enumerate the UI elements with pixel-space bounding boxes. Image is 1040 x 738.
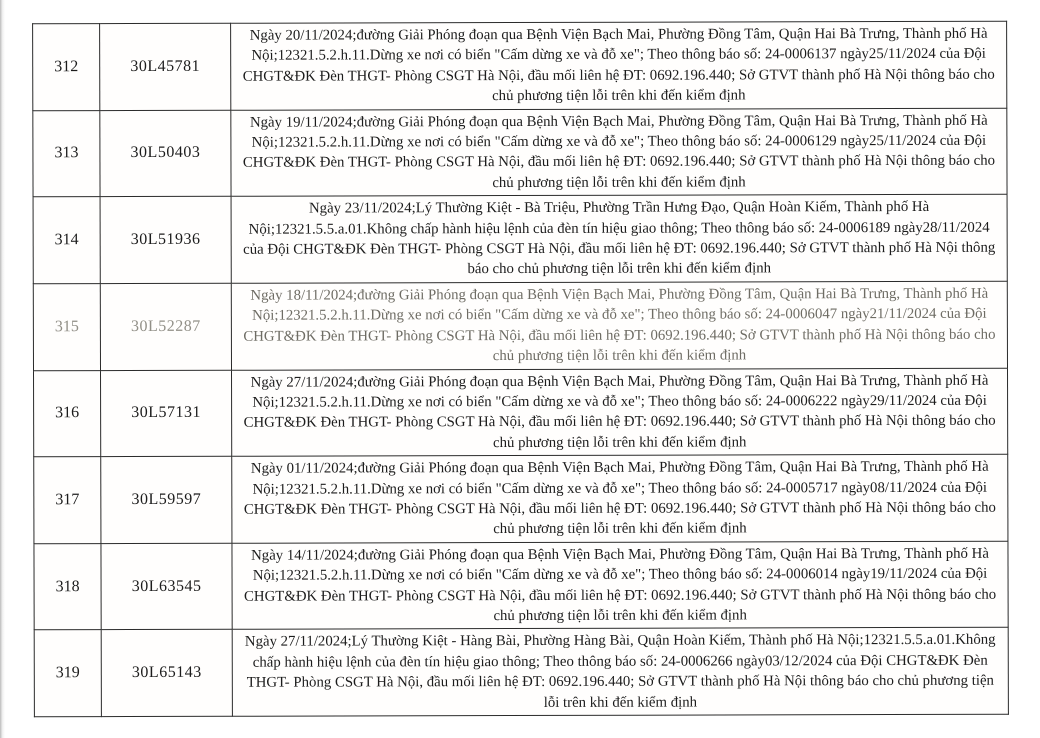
row-number-cell: 312 (33, 24, 100, 111)
violations-table (32, 21, 1009, 718)
table-row (33, 21, 1007, 110)
row-number-cell: 316 (34, 370, 101, 457)
violation-description-cell: Ngày 23/11/2024;Lý Thường Kiệt - Bà Triệu, Phường Trần Hưng Đạo, Quận Hoàn Kiếm, Thành phố Hà Nội;12321.5.5.a.01.Không chấp hành hiệu lệnh của đèn tín hiệu giao thông; Theo thông báo số: 24-0006189 ngày28/11/2024 của Đội CHGT&ĐK Đèn THGT- Phòng CSGT Hà Nội, đầu mối liên hệ ĐT: 0692.196.440; Sở GTVT thành phố Hà Nội thông báo cho chủ phương tiện lỗi trên khi đến kiểm định (231, 194, 1007, 283)
row-number-cell: 315 (33, 283, 100, 370)
scanned-document-page (32, 21, 1009, 718)
license-plate-cell: 30L52287 (100, 283, 231, 370)
license-plate-cell: 30L50403 (100, 110, 231, 197)
violation-description-cell: Ngày 01/11/2024;đường Giải Phóng đoạn qua Bệnh Viện Bạch Mai, Phường Đồng Tâm, Quận Hai Bà Trưng, Thành phố Hà Nội;12321.5.2.h.11.Dừng xe nơi có biển "Cấm dừng xe và đỗ xe"; Theo thông báo số: 24-0005717 ngày08/11/2024 của Đội CHGT&ĐK Đèn THGT- Phòng CSGT Hà Nội, đầu mối liên hệ ĐT: 0692.196.440; Sở GTVT thành phố Hà Nội thông báo cho chủ phương tiện lỗi trên khi đến kiểm định (232, 454, 1008, 543)
row-number-cell: 318 (34, 543, 101, 630)
row-number-cell: 313 (33, 110, 100, 197)
table-row (34, 628, 1008, 717)
license-plate-cell: 30L63545 (101, 543, 232, 630)
license-plate-cell: 30L51936 (100, 197, 231, 284)
table-row (34, 454, 1008, 543)
row-number-cell: 317 (34, 457, 101, 544)
scan-page-edge-shadow (0, 0, 5, 738)
row-number-cell: 319 (34, 630, 101, 717)
table-row (33, 108, 1007, 197)
row-number-cell: 314 (33, 197, 100, 284)
license-plate-cell: 30L65143 (101, 630, 232, 717)
table-row (34, 368, 1008, 457)
table-row (33, 281, 1007, 370)
license-plate-cell: 30L59597 (101, 456, 232, 543)
violation-description-cell: Ngày 27/11/2024;đường Giải Phóng đoạn qua Bệnh Viện Bạch Mai, Phường Đồng Tâm, Quận Hai Bà Trưng, Thành phố Hà Nội;12321.5.2.h.11.Dừng xe nơi có biển "Cấm dừng xe và đỗ xe"; Theo thông báo số: 24-0006222 ngày29/11/2024 của Đội CHGT&ĐK Đèn THGT- Phòng CSGT Hà Nội, đầu mối liên hệ ĐT: 0692.196.440; Sở GTVT thành phố Hà Nội thông báo cho chủ phương tiện lỗi trên khi đến kiểm định (232, 368, 1008, 457)
license-plate-cell: 30L45781 (100, 23, 231, 110)
table-row (34, 541, 1008, 630)
violation-description-cell: Ngày 18/11/2024;đường Giải Phóng đoạn qua Bệnh Viện Bạch Mai, Phường Đồng Tâm, Quận Hai Bà Trưng, Thành phố Hà Nội;12321.5.2.h.11.Dừng xe nơi có biển "Cấm dừng xe và đỗ xe"; Theo thông báo số: 24-0006047 ngày21/11/2024 của Đội CHGT&ĐK Đèn THGT- Phòng CSGT Hà Nội, đầu mối liên hệ ĐT: 0692.196.440; Sở GTVT thành phố Hà Nội thông báo cho chủ phương tiện lỗi trên khi đến kiểm định (231, 281, 1007, 370)
table-row (33, 194, 1007, 283)
violation-description-cell: Ngày 20/11/2024;đường Giải Phóng đoạn qua Bệnh Viện Bạch Mai, Phường Đồng Tâm, Quận Hai Bà Trưng, Thành phố Hà Nội;12321.5.2.h.11.Dừng xe nơi có biển "Cấm dừng xe và đỗ xe"; Theo thông báo số: 24-0006137 ngày25/11/2024 của Đội CHGT&ĐK Đèn THGT- Phòng CSGT Hà Nội, đầu mối liên hệ ĐT: 0692.196.440; Sở GTVT thành phố Hà Nội thông báo cho chủ phương tiện lỗi trên khi đến kiểm định (231, 21, 1007, 110)
violation-description-cell: Ngày 14/11/2024;đường Giải Phóng đoạn qua Bệnh Viện Bạch Mai, Phường Đồng Tâm, Quận Hai Bà Trưng, Thành phố Hà Nội;12321.5.2.h.11.Dừng xe nơi có biển "Cấm dừng xe và đỗ xe"; Theo thông báo số: 24-0006014 ngày19/11/2024 của Đội CHGT&ĐK Đèn THGT- Phòng CSGT Hà Nội, đầu mối liên hệ ĐT: 0692.196.440; Sở GTVT thành phố Hà Nội thông báo cho chủ phương tiện lỗi trên khi đến kiểm định (232, 541, 1008, 630)
violation-description-cell: Ngày 27/11/2024;Lý Thường Kiệt - Hàng Bài, Phường Hàng Bài, Quận Hoàn Kiếm, Thành phố Hà Nội;12321.5.5.a.01.Không chấp hành hiệu lệnh của đèn tín hiệu giao thông; Theo thông báo số: 24-0006266 ngày03/12/2024 của Đội CHGT&ĐK Đèn THGT- Phòng CSGT Hà Nội, đầu mối liên hệ ĐT: 0692.196.440; Sở GTVT thành phố Hà Nội thông báo cho chủ phương tiện lỗi trên khi đến kiểm định (232, 628, 1008, 717)
license-plate-cell: 30L57131 (101, 370, 232, 457)
violation-description-cell: Ngày 19/11/2024;đường Giải Phóng đoạn qua Bệnh Viện Bạch Mai, Phường Đồng Tâm, Quận Hai Bà Trưng, Thành phố Hà Nội;12321.5.2.h.11.Dừng xe nơi có biển "Cấm dừng xe và đỗ xe"; Theo thông báo số: 24-0006129 ngày25/11/2024 của Đội CHGT&ĐK Đèn THGT- Phòng CSGT Hà Nội, đầu mối liên hệ ĐT: 0692.196.440; Sở GTVT thành phố Hà Nội thông báo cho chủ phương tiện lỗi trên khi đến kiểm định (231, 108, 1007, 197)
violations-table-body (33, 21, 1009, 717)
